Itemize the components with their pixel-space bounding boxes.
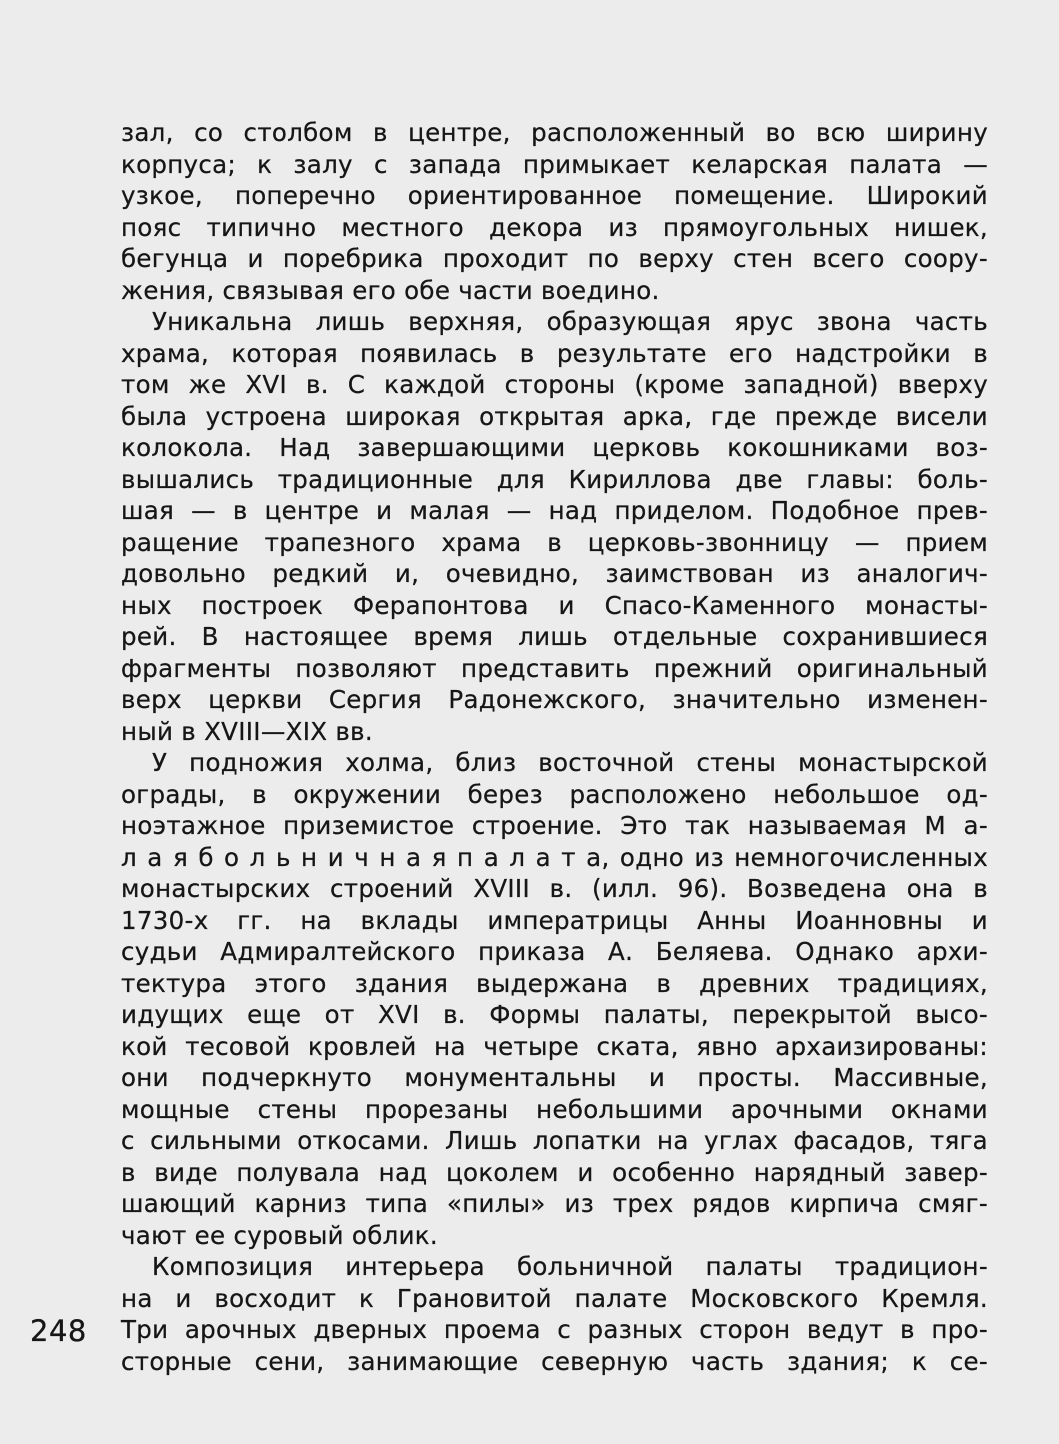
text-line: шающий карниз типа «пилы» из трех рядов кирпича смяг- [121,1189,988,1218]
paragraph-first-line: У подножия холма, близ восточной стены монастырской [152,748,988,777]
text-line: тектура этого здания выдержана в древних традициях, [121,968,988,998]
text-line: ный в XVIII—XIX вв. [121,716,373,746]
text-line: том же XVI в. С каждой стороны (кроме западной) вверху [121,370,988,399]
text-line: узкое, поперечно ориентированное помещение. Широкий [121,181,988,210]
text-line: идущих еще от XVI в. Формы палаты, перекрытой высо- [121,1000,988,1029]
text-line: ограды, в окружении берез расположено небольшое од- [121,779,988,809]
text-line: л а я б о л ь н и ч н а я п а л а т а, одно из немногочисленных [121,842,988,872]
body-text [121,117,988,1377]
text-line: верх церкви Сергия Радонежского, значительно изменен- [121,685,988,714]
text-line: на и восходит к Грановитой палате Московского Кремля. [121,1283,988,1313]
text-line: колокола. Над завершающими церковь кокошниками воз- [121,433,988,462]
text-line: они подчеркнуто монументальны и просты. Массивные, [121,1063,988,1092]
text-line: зал, со столбом в центре, расположенный во всю ширину [121,118,988,147]
paragraph-first-line: Уникальна лишь верхняя, образующая ярус звона часть [152,307,988,336]
text-line: ных построек Ферапонтова и Спасо-Каменного монасты- [121,590,988,620]
text-line: монастырских строений XVIII в. (илл. 96). Возведена она в [121,874,988,903]
text-line: пояс типично местного декора из прямоугольных нишек, [121,212,988,242]
text-line: судьи Адмиралтейского приказа А. Беляева. Однако архи- [121,937,988,966]
text-line: фрагменты позволяют представить прежний оригинальный [121,653,988,683]
text-line: храма, которая появилась в результате его надстройки в [121,338,988,368]
text-line: чают ее суровый облик. [121,1220,438,1250]
text-line: жения, связывая его обе части воедино. [121,275,660,305]
text-line: 1730-х гг. на вклады императрицы Анны Иоанновны и [121,905,988,935]
text-line: Три арочных дверных проема с разных сторон ведут в про- [121,1315,988,1344]
text-line: была устроена широкая открытая арка, где прежде висели [121,401,988,431]
text-line: в виде полувала над цоколем и особенно нарядный завер- [121,1157,988,1187]
text-line: бегунца и поребрика проходит по верху стен всего соору- [121,244,988,273]
text-line: сторные сени, занимающие северную часть здания; к се- [121,1346,988,1376]
page-number: 248 [30,1314,87,1348]
text-line: шая — в центре и малая — над приделом. Подобное прев- [121,496,988,525]
text-line: ноэтажное приземистое строение. Это так называемая М а- [121,811,988,840]
text-line: корпуса; к залу с запада примыкает келарская палата — [121,149,988,179]
text-line: вышались традиционные для Кириллова две главы: боль- [121,464,988,494]
text-line: ращение трапезного храма в церковь-звонницу — прием [121,527,988,557]
text-line: мощные стены прорезаны небольшими арочными окнами [121,1094,988,1124]
text-line: кой тесовой кровлей на четыре ската, явно архаизированы: [121,1031,988,1061]
text-line: с сильными откосами. Лишь лопатки на углах фасадов, тяга [121,1126,988,1155]
text-line: рей. В настоящее время лишь отдельные сохранившиеся [121,622,988,651]
text-line: довольно редкий и, очевидно, заимствован из аналогич- [121,559,988,588]
paragraph-first-line: Композиция интерьера больничной палаты традицион- [152,1252,988,1281]
